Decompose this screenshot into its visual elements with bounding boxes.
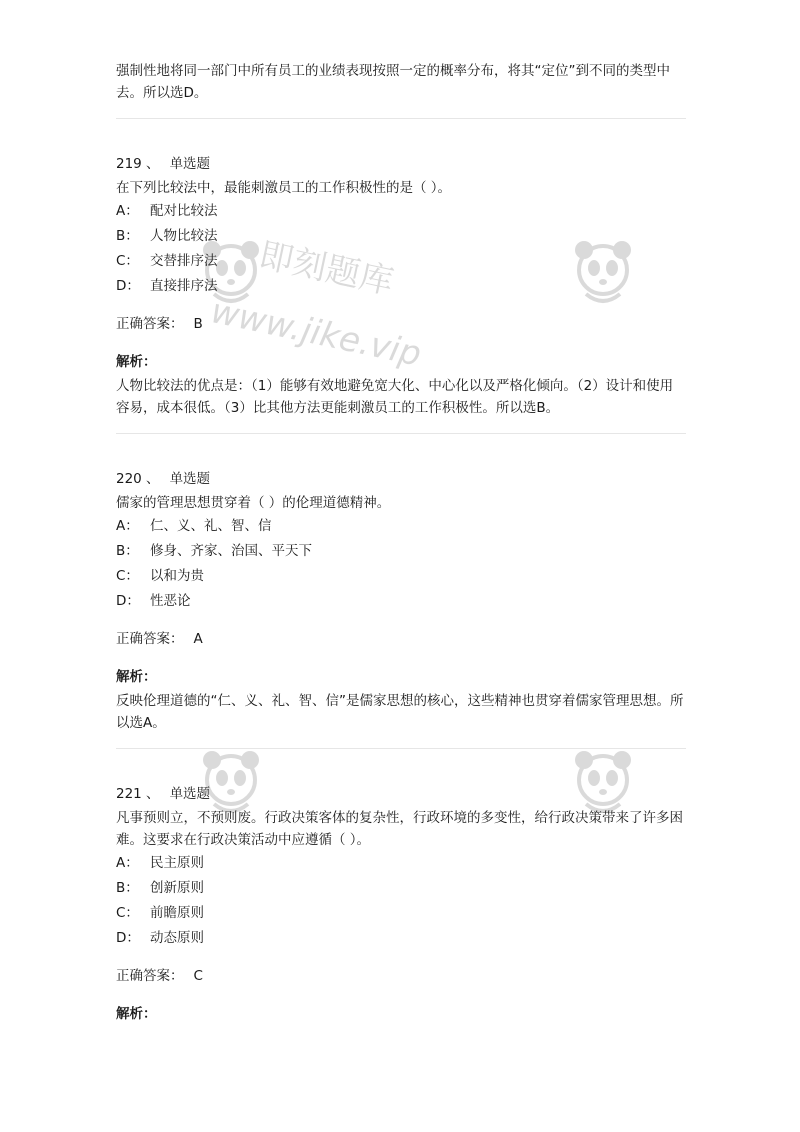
question-header	[116, 783, 686, 805]
question-header	[116, 153, 686, 175]
option-b: B： 人物比较法	[116, 228, 218, 244]
document-page	[116, 60, 686, 1025]
divider	[116, 118, 686, 119]
watermark-name: 即刻题库	[255, 235, 397, 303]
answer-value: B	[193, 316, 203, 332]
question-219	[116, 153, 686, 419]
option-a: A： 民主原则	[116, 855, 204, 871]
answer-value: A	[193, 631, 203, 647]
intro-paragraph: 强制性地将同一部门中所有员工的业绩表现按照一定的概率分布，将其“定位”到不同的类型中去。所以选D。	[116, 63, 670, 101]
option-d: D： 性恶论	[116, 593, 191, 609]
explanation-title: 解析：	[116, 669, 157, 685]
question-number: 220 、	[116, 471, 160, 487]
option-c: C： 交替排序法	[116, 253, 218, 269]
option-b: B： 修身、齐家、治国、平天下	[116, 543, 312, 559]
option-d: D： 直接排序法	[116, 278, 218, 294]
question-type: 单选题	[169, 471, 211, 487]
divider	[116, 433, 686, 434]
question-type: 单选题	[169, 786, 211, 802]
explanation-text: 人物比较法的优点是：（1）能够有效地避免宽大化、中心化以及严格化倾向。（2）设计和使用容易，成本很低。（3）比其他方法更能刺激员工的工作积极性。所以选B。	[116, 378, 674, 416]
answer-value: C	[193, 968, 203, 984]
divider	[116, 748, 686, 749]
question-type: 单选题	[169, 156, 211, 172]
question-stem: 儒家的管理思想贯穿着（ ）的伦理道德精神。	[116, 495, 391, 511]
question-220	[116, 468, 686, 734]
explanation-text: 反映伦理道德的“仁、义、礼、智、信”是儒家思想的核心，这些精神也贯穿着儒家管理思想。所以选A。	[116, 693, 684, 731]
correct-answer: 正确答案： A	[116, 631, 203, 647]
option-a: A： 仁、义、礼、智、信	[116, 518, 272, 534]
option-c: C： 前瞻原则	[116, 905, 204, 921]
correct-answer: 正确答案： B	[116, 316, 203, 332]
options-list	[116, 199, 686, 303]
question-number: 219 、	[116, 156, 160, 172]
question-number: 221 、	[116, 786, 160, 802]
watermark-url: www.jike.vip	[207, 291, 425, 375]
correct-answer: 正确答案： C	[116, 968, 203, 984]
question-221	[116, 783, 686, 1025]
option-b: B： 创新原则	[116, 880, 204, 896]
question-stem: 在下列比较法中，最能刺激员工的工作积极性的是（ ）。	[116, 180, 452, 196]
option-d: D： 动态原则	[116, 930, 204, 946]
question-header	[116, 468, 686, 490]
option-a: A： 配对比较法	[116, 203, 218, 219]
explanation-title: 解析：	[116, 354, 157, 370]
option-c: C： 以和为贵	[116, 568, 204, 584]
explanation-title: 解析：	[116, 1006, 157, 1022]
options-list	[116, 514, 686, 614]
options-list	[116, 851, 686, 951]
question-stem: 凡事预则立，不预则废。行政决策客体的复杂性，行政环境的多变性，给行政决策带来了许多困难。这要求在行政决策活动中应遵循（ ）。	[116, 810, 683, 848]
